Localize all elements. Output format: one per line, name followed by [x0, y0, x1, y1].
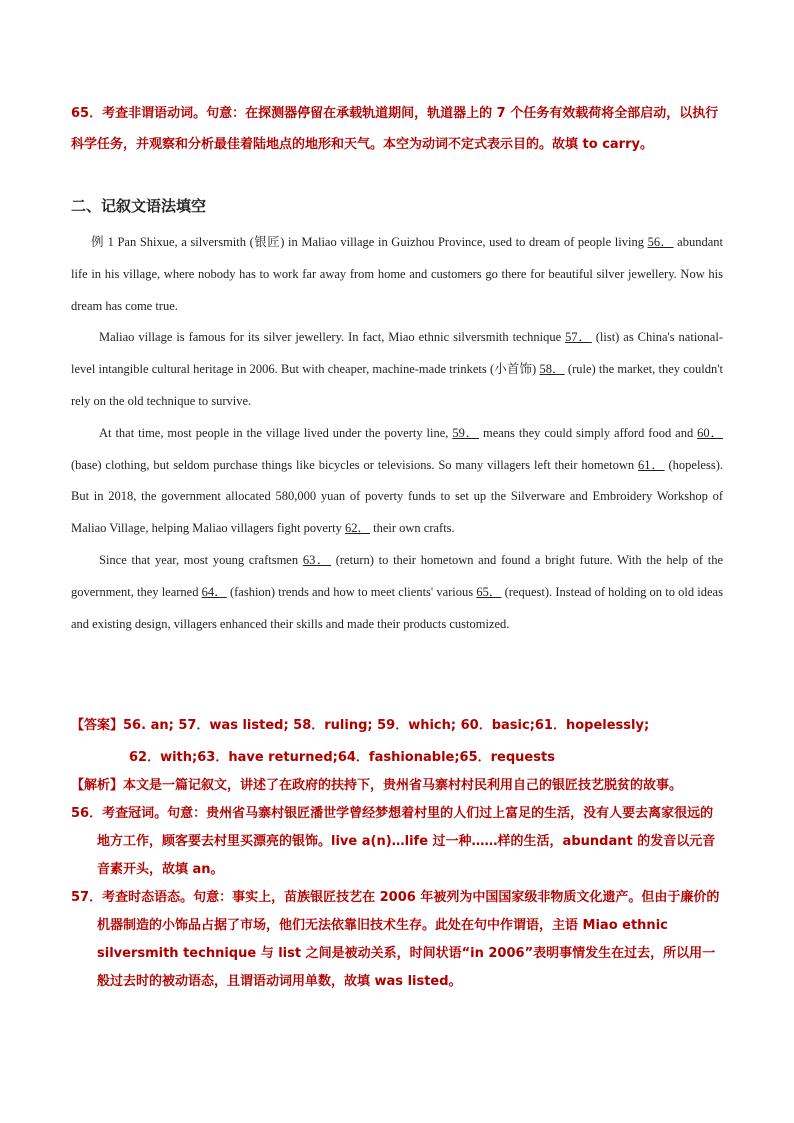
passage-text: abundant life in his village, where nobody has to work far away from home and customers go there for beautiful silver jewellery. Now his dream has come true. — [71, 235, 723, 313]
analysis-q57: 57．考查时态语态。句意：事实上，苗族银匠技艺在 2006 年被列为中国国家级非物质文化遗产。但由于廉价的机器制造的小饰品占据了市场，他们无法依靠旧技术生存。此处在句中作谓语，主语 Miao ethnic silversmith technique 与 list 之间是被动关系，时间状语“in 2006”表明事情发生在过去，所以用一般过去时的被动语态，且谓语动词用单数，故填 was listed。 — [71, 890, 720, 989]
blank-58: 58． — [539, 362, 565, 377]
passage-paragraph-2 — [71, 322, 723, 417]
passage-text: 例 1 Pan Shixue, a silversmith (银匠) in Maliao village in Guizhou Province, used to dream of people living — [91, 235, 648, 249]
blank-59: 59． — [452, 425, 480, 440]
blank-63: 63． — [302, 552, 332, 567]
passage-text: (base) clothing, but seldom purchase things like bicycles or televisions. So many villagers left their hometown — [71, 457, 639, 472]
blank-57: 57． — [565, 330, 592, 345]
passage-text: their own crafts. — [369, 521, 455, 536]
passage-paragraph-4 — [71, 545, 723, 640]
blank-56: 56． — [647, 235, 674, 249]
analysis-q56: 56．考查冠词。句意：贵州省马寨村银匠潘世学曾经梦想着村里的人们过上富足的生活，没有人要去离家很远的地方工作，顾客要去村里买漂亮的银饰。live a(n)…life 过一种……样的生活，abundant 的发音以元音音素开头，故填 an。 — [71, 806, 716, 877]
answer-line-2: 62．with;63．have returned;64．fashionable;65．requests — [129, 750, 555, 765]
answer-block — [71, 710, 723, 774]
blank-65: 65． — [476, 584, 502, 599]
passage-text: (request). Instead of holding on to old ideas and existing design, villagers enhanced their skills and made their products customized. — [71, 584, 723, 631]
grammar-passage — [71, 227, 723, 640]
passage-paragraph-3 — [71, 418, 723, 545]
blank-64: 64． — [201, 584, 227, 599]
answer-tag: 【答案】 — [71, 718, 124, 733]
analysis-intro — [71, 772, 723, 800]
section-title: 二、记叙文语法填空 — [71, 197, 207, 215]
passage-text: (list) as China's national-level intangible cultural heritage in 2006. But with cheaper, machine-made trinkets (小首饰) — [71, 330, 723, 377]
passage-text: At that time, most people in the village lived under the poverty line, — [99, 425, 453, 440]
analysis-tag: 【解析】 — [71, 778, 124, 793]
answer-line-1 — [71, 710, 723, 742]
passage-paragraph-1 — [71, 227, 723, 322]
blank-61: 61． — [638, 457, 665, 472]
blank-62: 62． — [344, 521, 370, 536]
passage-text: (rule) the market, they couldn't rely on the old technique to survive. — [71, 362, 723, 408]
passage-text: Since that year, most young craftsmen — [99, 552, 303, 567]
answer-text: 56. an; 57．was listed; 58．ruling; 59．which; 60．basic;61．hopelessly; — [123, 718, 650, 733]
analysis-text: 本文是一篇记叙文，讲述了在政府的扶持下，贵州省马寨村村民利用自己的银匠技艺脱贫的故事。 — [123, 778, 683, 793]
passage-text: (fashion) trends and how to meet clients' various — [226, 584, 477, 599]
passage-text: (return) to their hometown and found a bright future. With the help of the government, they learned — [71, 552, 723, 599]
analysis-block — [71, 772, 723, 996]
passage-text: Maliao village is famous for its silver jewellery. In fact, Miao ethnic silversmith technique — [99, 330, 566, 345]
passage-text: means they could simply afford food and — [479, 425, 698, 440]
q65-explanation: 65．考查非谓语动词。句意：在探测器停留在承载轨道期间，轨道器上的 7 个任务有效载荷将全部启动，以执行科学任务，并观察和分析最佳着陆地点的地形和天气。本空为动词不定式表示目的。故填 to carry。 — [71, 106, 719, 152]
blank-60: 60． — [697, 425, 723, 440]
passage-text: (hopeless). But in 2018, the government allocated 580,000 yuan of poverty funds to set up the Silverware and Embroidery Workshop of Maliao Village, helping Maliao villagers fight poverty — [71, 457, 723, 536]
